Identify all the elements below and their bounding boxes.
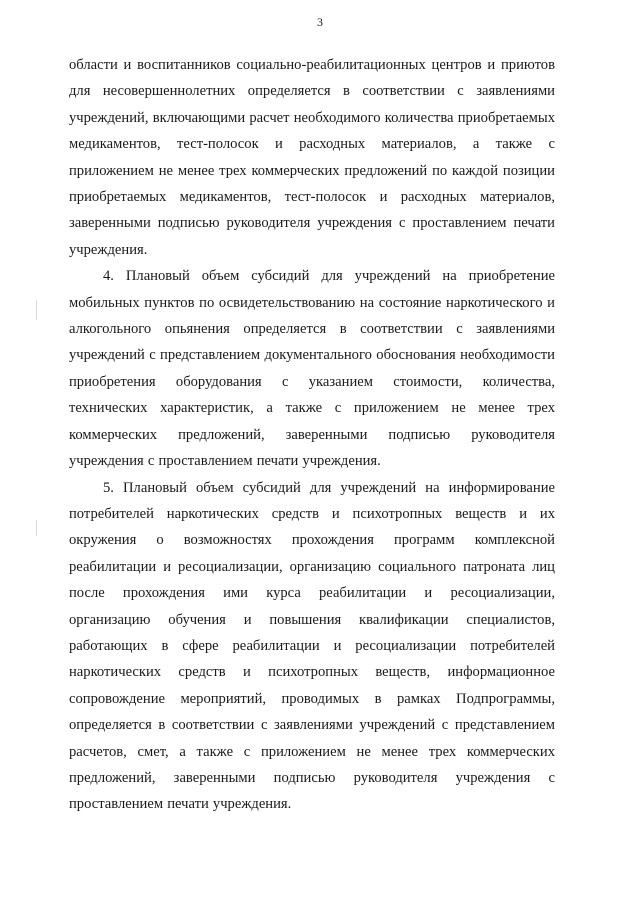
scan-artifact-line [36,300,37,320]
document-body [69,52,555,818]
paragraph-continuation: области и воспитанников социально-реабилитационных центров и приютов для несовершеннолетних определяется в соответствии с заявлениями учреждений, включающими расчет необходимого количества приобретаемых медикаментов, тест-полосок и расходных материалов, а также с приложением не менее трех коммерческих предложений по каждой позиции приобретаемых медикаментов, тест-полосок и расходных материалов, заверенными подписью руководителя учреждения с проставлением печати учреждения. [69,57,555,258]
paragraph-item-5: 5. Плановый объем субсидий для учреждений на информирование потребителей наркотических средств и психотропных веществ и их окружения о возможностях прохождения программ комплексной реабилитации и ресоциализации, организацию социального патроната лиц после прохождения ими курса реабилитации и ресоциализации, организацию обучения и повышения квалификации специалистов, работающих в сфере реабилитации и ресоциализации потребителей наркотических средств и психотропных веществ, информационное сопровождение мероприятий, проводимых в рамках Подпрограммы, определяется в соответствии с заявлениями учреждений с представлением расчетов, смет, а также с приложением не менее трех коммерческих предложений, заверенными подписью руководителя учреждения с проставлением печати учреждения. [69,479,555,813]
page-number: 3 [317,15,323,29]
scan-artifact-line [36,520,37,536]
paragraph-item-4: 4. Плановый объем субсидий для учреждений на приобретение мобильных пунктов по освидетельствованию на состояние наркотического и алкогольного опьянения определяется в соответствии с заявлениями учреждений с представлением документального обоснования необходимости приобретения оборудования с указанием стоимости, количества, технических характеристик, а также с приложением не менее трех коммерческих предложений, заверенными подписью руководителя учреждения с проставлением печати учреждения. [69,268,555,470]
